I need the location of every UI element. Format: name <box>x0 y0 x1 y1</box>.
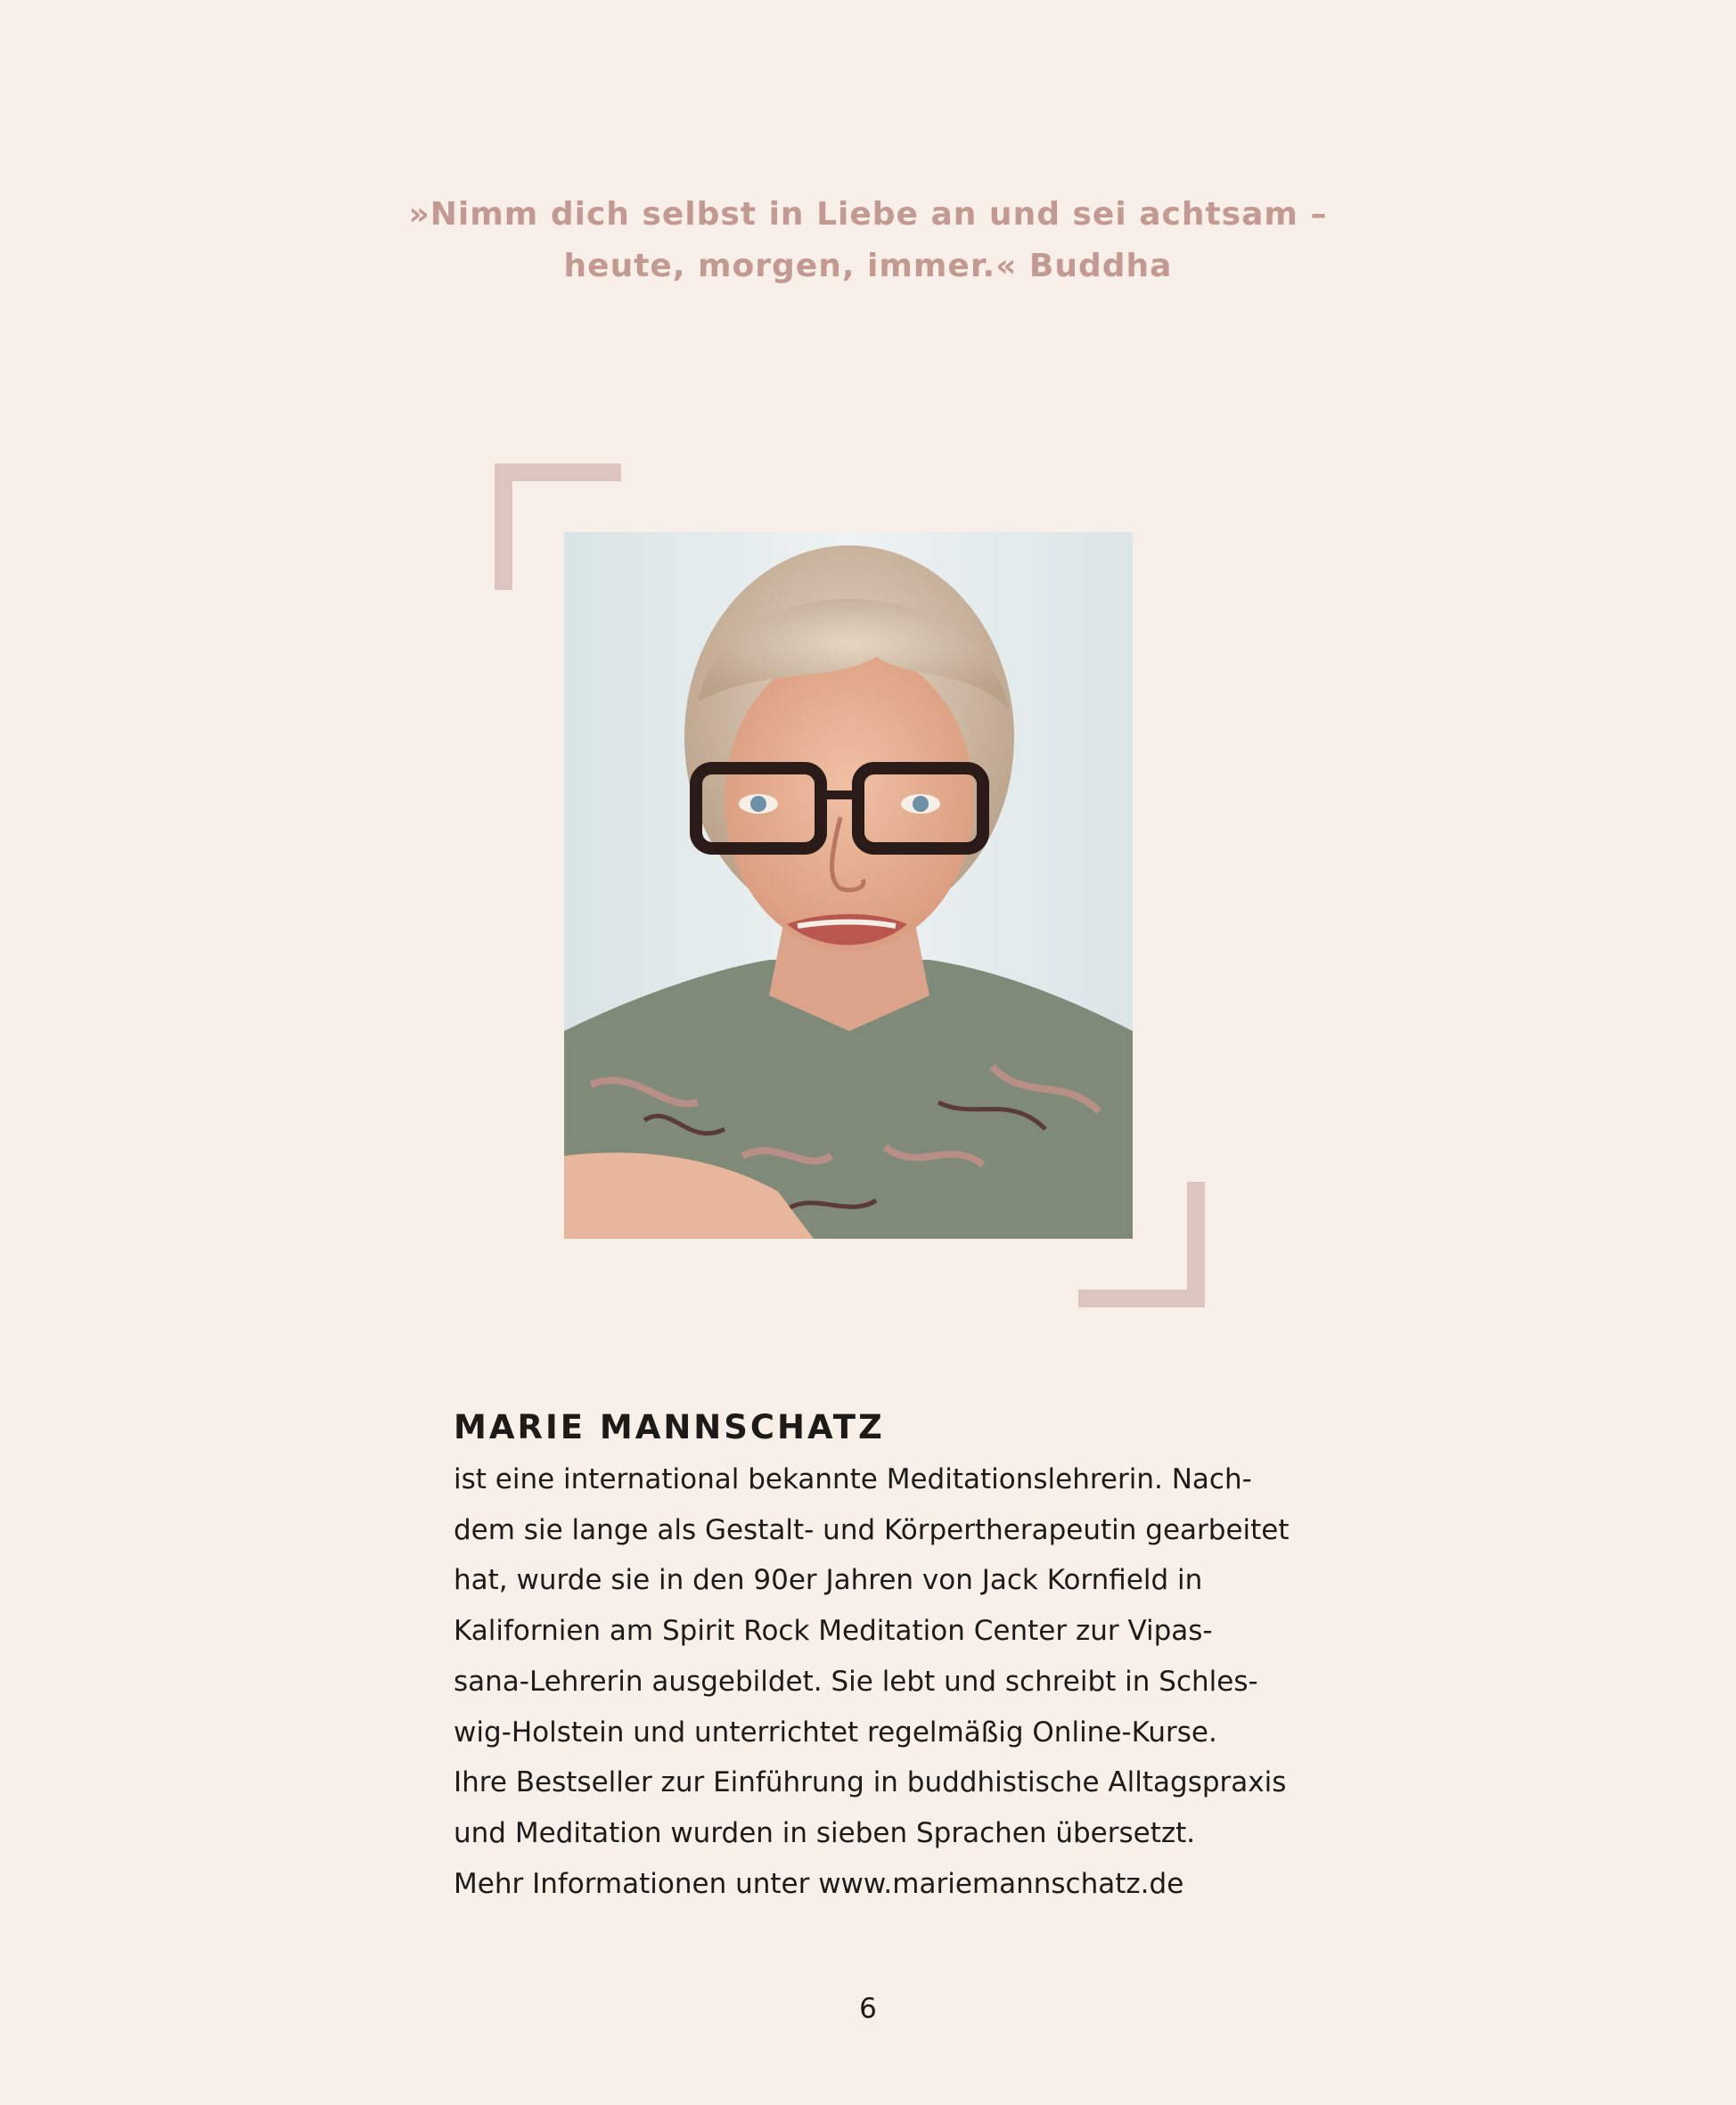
bio-line: ist eine international bekannte Meditationslehrerin. Nach- <box>454 1463 1252 1495</box>
quote-line-2: heute, morgen, immer.« Buddha <box>563 248 1173 284</box>
quote-line-1: »Nimm dich selbst in Liebe an und sei achtsam – <box>408 196 1328 233</box>
author-portrait-photo <box>564 532 1133 1239</box>
bio-line: Kalifornien am Spirit Rock Meditation Center zur Vipas- <box>454 1615 1213 1648</box>
author-bio-text <box>454 1454 1291 1909</box>
epigraph-quote <box>0 189 1736 292</box>
frame-corner-top-left-horizontal <box>495 463 621 481</box>
bio-line: und Meditation wurden in sieben Sprachen übersetzt. <box>454 1816 1196 1849</box>
bio-line: hat, wurde sie in den 90er Jahren von Jack Kornfield in <box>454 1564 1203 1597</box>
bio-line: wig-Holstein und unterrichtet regelmäßig Online-Kurse. <box>454 1716 1217 1749</box>
author-name: MARIE MANNSCHATZ <box>454 1408 885 1446</box>
author-bio <box>454 1401 1291 1909</box>
frame-corner-bottom-right-horizontal <box>1078 1290 1205 1307</box>
bio-line: Mehr Informationen unter www.mariemannschatz.de <box>454 1867 1184 1900</box>
page-number: 6 <box>859 1993 877 2025</box>
bio-line: Ihre Bestseller zur Einführung in buddhistische Alltagspraxis <box>454 1766 1287 1799</box>
bio-line: sana-Lehrerin ausgebildet. Sie lebt und schreibt in Schles- <box>454 1665 1258 1698</box>
bio-line: dem sie lange als Gestalt- und Körpertherapeutin gearbeitet <box>454 1513 1290 1546</box>
frame-corner-top-left-vertical <box>495 463 512 590</box>
frame-corner-bottom-right-vertical <box>1187 1182 1205 1307</box>
